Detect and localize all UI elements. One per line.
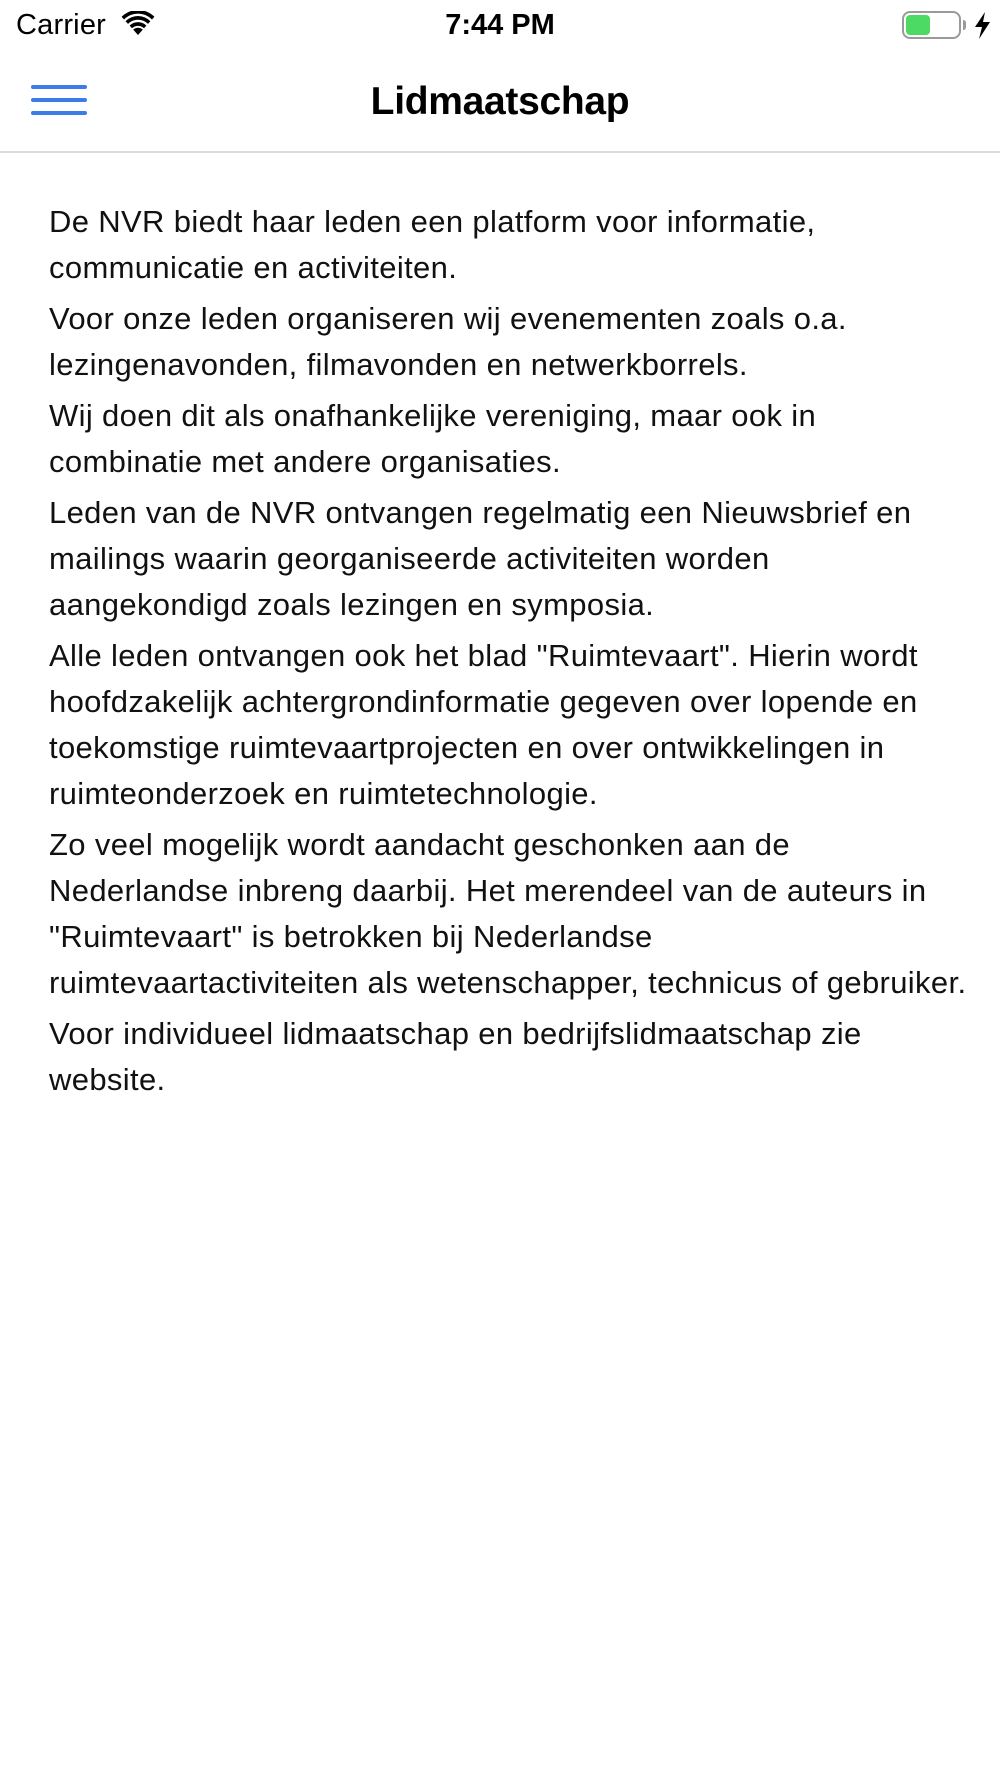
paragraph: Wij doen dit als onafhankelijke vereniging, maar ook in combinatie met andere organisaties. bbox=[49, 398, 817, 479]
paragraph: Leden van de NVR ontvangen regelmatig een Nieuwsbrief en mailings waarin georganiseerde activiteiten worden aangekondigd zoals lezingen en symposia. bbox=[49, 495, 912, 622]
paragraph: Zo veel mogelijk wordt aandacht geschonken aan de Nederlandse inbreng daarbij. Het merendeel van de auteurs in "Ruimtevaart" is betrokken bij Nederlandse ruimtevaartactiviteiten als wetenschapper, technicus of gebruiker. bbox=[49, 827, 967, 1000]
paragraph: De NVR biedt haar leden een platform voor informatie, communicatie en activiteiten. bbox=[49, 204, 816, 285]
paragraph: Alle leden ontvangen ook het blad "Ruimtevaart". Hierin wordt hoofdzakelijk achtergrondinformatie gegeven over lopende en toekomstige ruimtevaartprojecten en over ontwikkelingen in ruimteonderzoek en ruimtetechnologie. bbox=[49, 638, 918, 811]
status-time: 7:44 PM bbox=[445, 9, 555, 41]
status-bar bbox=[0, 0, 1000, 50]
carrier-label: Carrier bbox=[16, 9, 107, 41]
navigation-bar bbox=[0, 50, 1000, 153]
membership-text bbox=[49, 199, 969, 1108]
page-title: Lidmaatschap bbox=[370, 80, 630, 123]
paragraph: Voor individueel lidmaatschap en bedrijfslidmaatschap zie website. bbox=[49, 1016, 862, 1097]
paragraph: Voor onze leden organiseren wij evenementen zoals o.a. lezingenavonden, filmavonden en netwerkborrels. bbox=[49, 301, 847, 382]
battery-charging-icon bbox=[902, 9, 994, 41]
